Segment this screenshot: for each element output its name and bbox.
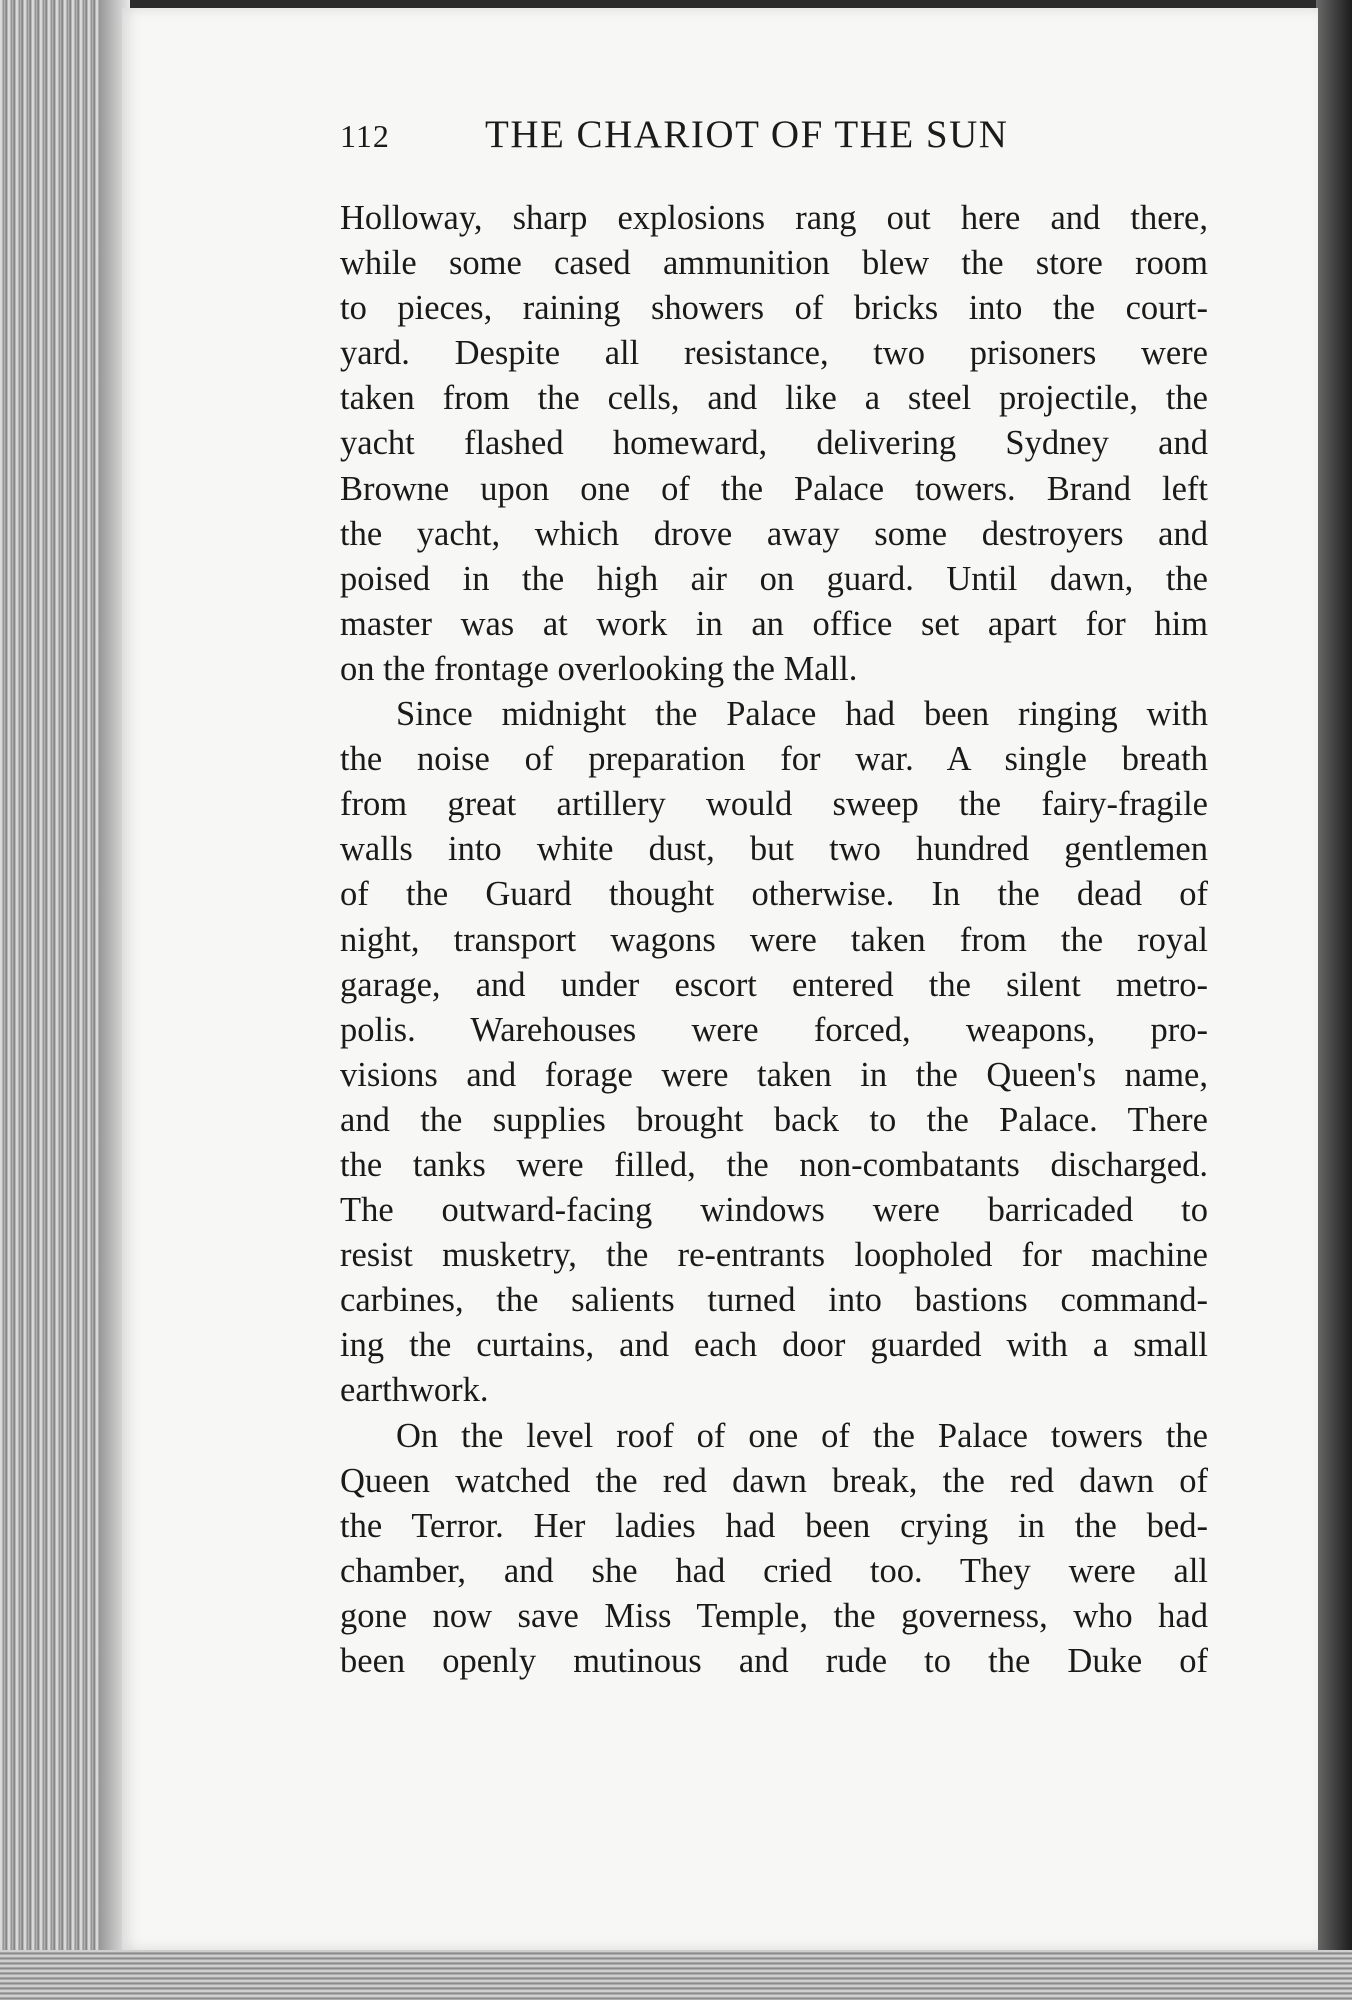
text-line: night, transport wagons were taken from the royal — [340, 920, 1208, 959]
paragraph-2 — [340, 692, 1208, 1414]
page-number: 112 — [340, 118, 390, 154]
paragraph-1 — [340, 196, 1208, 692]
text-line: carbines, the salients turned into bastions command- — [340, 1281, 1208, 1320]
text-line: from great artillery would sweep the fairy-fragile — [340, 785, 1208, 824]
text-line: yard. Despite all resistance, two prisoners were — [340, 334, 1208, 373]
text-line: poised in the high air on guard. Until dawn, the — [340, 559, 1208, 598]
running-title: THE CHARIOT OF THE SUN — [485, 113, 1009, 156]
text-line: walls into white dust, but two hundred gentlemen — [340, 830, 1208, 869]
paragraph-3 — [340, 1414, 1208, 1685]
text-line: the Terror. Her ladies had been crying in the bed- — [340, 1506, 1208, 1545]
text-line: Since midnight the Palace had been ringing with — [396, 695, 1208, 734]
text-line: while some cased ammunition blew the store room — [340, 244, 1208, 283]
text-line: been openly mutinous and rude to the Duke of — [340, 1642, 1208, 1680]
bottom-page-edges — [0, 1950, 1352, 2000]
text-line: Browne upon one of the Palace towers. Brand left — [340, 469, 1208, 508]
text-line: yacht flashed homeward, delivering Sydney and — [340, 424, 1208, 463]
body-text — [340, 196, 1208, 1684]
text-line: the tanks were filled, the non-combatants discharged. — [340, 1145, 1208, 1184]
text-line: Queen watched the red dawn break, the red dawn of — [340, 1461, 1208, 1500]
text-line: earthwork. — [340, 1371, 489, 1410]
page-header — [340, 112, 1210, 172]
text-line: The outward-facing windows were barricaded to — [340, 1191, 1208, 1230]
text-line: polis. Warehouses were forced, weapons, pro- — [340, 1010, 1208, 1049]
text-line: On the level roof of one of the Palace towers the — [396, 1416, 1208, 1455]
text-line: chamber, and she had cried too. They were all — [340, 1551, 1208, 1590]
text-line: master was at work in an office set apart for him — [340, 604, 1208, 643]
text-line: and the supplies brought back to the Palace. There — [340, 1100, 1208, 1139]
text-line: garage, and under escort entered the silent metro- — [340, 965, 1208, 1004]
text-line: of the Guard thought otherwise. In the dead of — [340, 875, 1208, 914]
text-line: Holloway, sharp explosions rang out here and there, — [340, 199, 1208, 237]
text-line: gone now save Miss Temple, the governess, who had — [340, 1596, 1208, 1635]
text-line: taken from the cells, and like a steel projectile, the — [340, 379, 1208, 418]
text-line: the noise of preparation for war. A single breath — [340, 740, 1208, 779]
text-line: on the frontage overlooking the Mall. — [340, 649, 858, 688]
text-line: to pieces, raining showers of bricks into the court- — [340, 289, 1208, 328]
text-line: resist musketry, the re-entrants loopholed for machine — [340, 1236, 1208, 1275]
text-line: the yacht, which drove away some destroyers and — [340, 514, 1208, 553]
text-line: ing the curtains, and each door guarded with a small — [340, 1326, 1208, 1365]
right-page-edge — [1316, 0, 1352, 2000]
text-line: visions and forage were taken in the Queen's name, — [340, 1055, 1208, 1094]
